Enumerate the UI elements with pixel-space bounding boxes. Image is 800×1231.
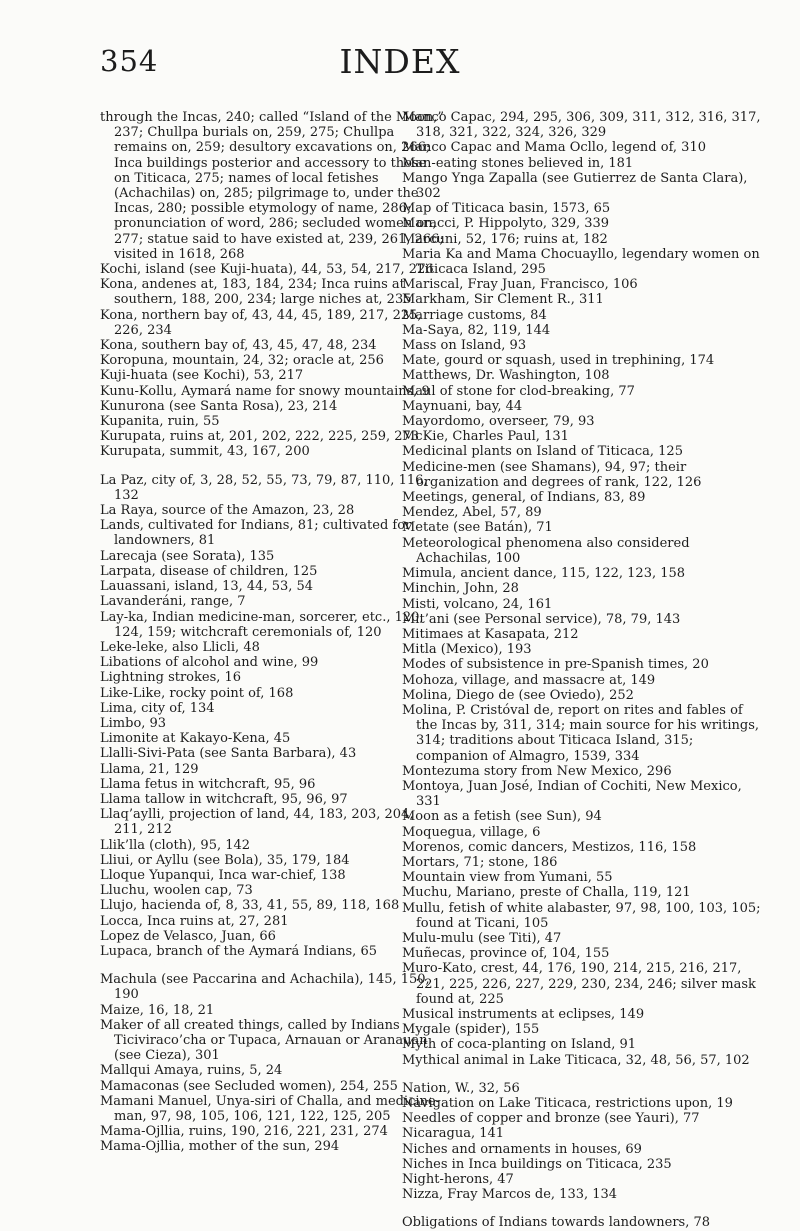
index-entry: Machula (see Paccarina and Achachila), 145, 150, 190 (100, 972, 430, 1003)
index-entry: Montoya, Juan José, Indian of Cochiti, New Mexico, 331 (402, 778, 742, 810)
running-head: INDEX (339, 42, 461, 81)
index-entry: Llama tallow in witchcraft, 95, 96, 97 (100, 791, 348, 807)
index-entry: Minchin, John, 28 (402, 581, 519, 597)
index-entry: Kurupata, summit, 43, 167, 200 (100, 444, 310, 460)
index-entry: Mimula, ancient dance, 115, 122, 123, 158 (402, 566, 686, 582)
index-entry: Mit’ani (see Personal service), 78, 79, 143 (402, 611, 681, 627)
index-entry: Larpata, disease of children, 125 (100, 563, 318, 579)
index-entry: McKie, Charles Paul, 131 (402, 429, 569, 445)
index-entry: Lopez de Velasco, Juan, 66 (100, 928, 276, 944)
index-entry: Moquegua, village, 6 (402, 824, 541, 840)
index-entry: Lauassani, island, 13, 44, 53, 54 (100, 579, 314, 595)
index-entry: Mariscal, Fray Juan, Francisco, 106 (402, 277, 638, 293)
index-entry: La Raya, source of the Amazon, 23, 28 (100, 503, 355, 519)
index-entry: Navigation on Lake Titicaca, restrictions upon, 19 (402, 1096, 733, 1111)
index-entry: Mass on Island, 93 (402, 338, 527, 354)
index-entry: Mountain view from Yumani, 55 (402, 870, 613, 886)
index-entry: Mallqui Amaya, ruins, 5, 24 (100, 1063, 283, 1079)
index-entry: Montezuma story from New Mexico, 296 (402, 763, 672, 779)
index-entry: Mohoza, village, and massacre at, 149 (402, 672, 656, 688)
index-entry: Mythical animal in Lake Titicaca, 32, 48, 56, 57, 102 (402, 1052, 750, 1068)
index-entry: Meetings, general, of Indians, 83, 89 (402, 490, 646, 506)
index-entry: La Paz, city of, 3, 28, 52, 55, 73, 79, 87, 110, 116, 132 (100, 472, 428, 503)
index-entry: Llalli-Sivi-Pata (see Santa Barbara), 43 (100, 746, 357, 762)
index-entry: Locca, Inca ruins at, 27, 281 (100, 913, 289, 929)
index-entry: Kuji-huata (see Kochi), 53, 217 (100, 368, 304, 384)
index-entry: Kona, northern bay of, 43, 44, 45, 189, 217, 225, 226, 234 (100, 307, 422, 338)
index-entry: Kupanita, ruin, 55 (100, 414, 220, 430)
index-entry: Molina, P. Cristóval de, report on rites and fables of the Incas by, 311, 314; main source for his writings, 314; traditions about Titicaca Island, 315; companion of Almagro, 1539, 334 (402, 702, 760, 764)
index-entry: Moon as a fetish (see Sun), 94 (402, 809, 602, 825)
index-entry: Markham, Sir Clement R., 311 (402, 292, 604, 308)
index-entry: Limbo, 93 (100, 715, 167, 731)
index-entry: Maria Ka and Mama Chocuayllo, legendary women on Titicaca Island, 295 (402, 246, 760, 278)
index-entry: Modes of subsistence in pre-Spanish times, 20 (402, 657, 709, 673)
index-entry: Maker of all created things, called by Indians Ticiviraco’cha or Tupaca, Arnauan or Aranauan (see Cieza), 301 (100, 1017, 428, 1064)
index-column-right (402, 110, 762, 1231)
index-entry: Mamani Manuel, Unya-siri of Challa, and medicine-man, 97, 98, 105, 106, 121, 122, 125, 205 (100, 1093, 441, 1124)
index-entry: Like-Like, rocky point of, 168 (100, 685, 294, 701)
index-entry: Kunurona (see Santa Rosa), 23, 214 (100, 398, 338, 414)
index-entry: Mitimaes at Kasapata, 212 (402, 626, 579, 642)
index-entry: Mulu-mulu (see Titi), 47 (402, 930, 562, 946)
index-entry: Limonite at Kakayo-Kena, 45 (100, 731, 291, 747)
index-entry: Maracci, P. Hippolyto, 329, 339 (402, 216, 610, 232)
index-entry: Man-eating stones believed in, 181 (402, 155, 634, 171)
index-entry: Kurupata, ruins at, 201, 202, 222, 225, 259, 273 (100, 429, 420, 445)
index-entry: Manco Capac and Mama Ocllo, legend of, 310 (402, 140, 706, 156)
index-entry: Obligations of Indians towards landowners, 78 (402, 1215, 711, 1231)
index-entry: Lands, cultivated for Indians, 81; cultivated for landowners, 81 (100, 518, 412, 549)
index-entry: Lloque Yupanqui, Inca war-chief, 138 (100, 867, 346, 883)
index-entry: Llama, 21, 129 (100, 761, 199, 777)
index-entry: Nation, W., 32, 56 (402, 1080, 520, 1096)
index-entry: Libations of alcohol and wine, 99 (100, 655, 319, 671)
index-entry: Kona, andenes at, 183, 184, 234; Inca ruins at southern, 188, 200, 234; large niches at, 235 (100, 277, 412, 308)
index-entry: Marriage customs, 84 (402, 307, 547, 323)
index-entry: Myth of coca-planting on Island, 91 (402, 1037, 637, 1053)
index-entry: Kona, southern bay of, 43, 45, 47, 48, 234 (100, 338, 377, 354)
index-entry: Mitla (Mexico), 193 (402, 642, 532, 658)
index-entry: Muñecas, province of, 104, 155 (402, 946, 610, 962)
index-entry: Muchu, Mariano, preste of Challa, 119, 121 (402, 885, 691, 901)
index-entry: Lay-ka, Indian medicine-man, sorcerer, etc., 120, 124, 159; witchcraft ceremonials of, 120 (100, 609, 424, 640)
index-entry: Nicaragua, 141 (402, 1126, 505, 1142)
index-entry: Mayordomo, overseer, 79, 93 (402, 414, 595, 430)
index-entry: Molina, Diego de (see Oviedo), 252 (402, 687, 634, 703)
index-entry: through the Incas, 240; called “Island of the Moon,” 237; Chullpa burials on, 259, 275; Chullpa remains on, 259; desultory excavations on, 266; Inca buildings posterior and accessory to those on Titicaca, 275; names of local fetishes (Achachilas) on, 285; pilgrimage to, under the Incas, 280; possible etymology of name, 286; pronunciation of word, 286; secluded women on, 277; statue said to have existed at, 239, 261, 266; visited in 1618, 268 (100, 110, 445, 262)
index-entry: Metate (see Batán), 71 (402, 520, 553, 536)
index-entry: Musical instruments at eclipses, 149 (402, 1006, 645, 1022)
index-entry: Marcuni, 52, 176; ruins at, 182 (402, 231, 608, 247)
index-entry: Lluchu, woolen cap, 73 (100, 883, 253, 899)
index-entry: Niches and ornaments in houses, 69 (402, 1141, 642, 1157)
index-entry: Misti, volcano, 24, 161 (402, 596, 553, 612)
index-entry: Map of Titicaca basin, 1573, 65 (402, 201, 611, 217)
index-entry: Mullu, fetish of white alabaster, 97, 98, 100, 103, 105; found at Ticani, 105 (402, 900, 761, 931)
index-entry: Kunu-Kollu, Aymará name for snowy mountains, 9 (100, 383, 430, 399)
index-entry: Lupaca, branch of the Aymará Indians, 65 (100, 943, 377, 959)
index-entry: Lliui, or Ayllu (see Bola), 35, 179, 184 (100, 852, 350, 868)
index-entry: Mamaconas (see Secluded women), 254, 255 (100, 1078, 398, 1094)
index-entry: Larecaja (see Sorata), 135 (100, 548, 275, 564)
index-entry: Muro-Kato, crest, 44, 176, 190, 214, 215, 216, 217, 221, 225, 226, 227, 229, 230, 234, 246; silver mask found at, 225 (402, 961, 756, 1007)
index-entry: Nizza, Fray Marcos de, 133, 134 (402, 1187, 618, 1203)
index-entry: Lightning strokes, 16 (100, 670, 242, 686)
index-entry: Matthews, Dr. Washington, 108 (402, 368, 610, 384)
index-entry: Leke-leke, also Llicli, 48 (100, 639, 260, 655)
index-entry: Kochi, island (see Kuji-huata), 44, 53, 54, 217, 226 (100, 262, 434, 278)
index-entry: Morenos, comic dancers, Mestizos, 116, 158 (402, 839, 697, 855)
index-entry: Koropuna, mountain, 24, 32; oracle at, 256 (100, 353, 384, 369)
index-entry: Mate, gourd or squash, used in trephining, 174 (402, 353, 715, 369)
index-entry: Niches in Inca buildings on Titicaca, 235 (402, 1156, 672, 1172)
index-entry: Medicinal plants on Island of Titicaca, 125 (402, 444, 683, 460)
index-entry: Manco Capac, 294, 295, 306, 309, 311, 312, 316, 317, 318, 321, 322, 324, 326, 329 (402, 110, 761, 141)
index-entry: Medicine-men (see Shamans), 94, 97; their organization and degrees of rank, 122, 126 (402, 459, 702, 490)
index-entry: Mendez, Abel, 57, 89 (402, 505, 542, 521)
index-entry: Maize, 16, 18, 21 (100, 1002, 215, 1018)
index-entry: Night-herons, 47 (402, 1172, 514, 1188)
index-entry: Lavanderáni, range, 7 (100, 594, 246, 610)
index-entry: Llujo, hacienda of, 8, 33, 41, 55, 89, 118, 168 (100, 898, 400, 914)
page-number: 354 (100, 44, 159, 78)
page-header (0, 0, 800, 100)
index-entry: Maul of stone for clod-breaking, 77 (402, 383, 635, 399)
index-entry: Ma-Saya, 82, 119, 144 (402, 322, 551, 338)
index-entry: Mama-Ojllia, ruins, 190, 216, 221, 231, 274 (100, 1124, 388, 1140)
index-entry: Maynuani, bay, 44 (402, 398, 523, 414)
index-entry: Lima, city of, 134 (100, 700, 215, 716)
index-entry: Mango Ynga Zapalla (see Gutierrez de Santa Clara), 302 (402, 170, 748, 202)
index-entry: Mygale (spider), 155 (402, 1022, 540, 1038)
index-entry: Llama fetus in witchcraft, 95, 96 (100, 776, 316, 792)
index-entry: Llaq’aylli, projection of land, 44, 183, 203, 204, 211, 212 (100, 807, 414, 838)
index-column-left (100, 110, 445, 1155)
index-entry: Mama-Ojllia, mother of the sun, 294 (100, 1139, 340, 1155)
index-entry: Meteorological phenomena also considered Achachilas, 100 (402, 535, 690, 566)
index-entry: Mortars, 71; stone, 186 (402, 854, 558, 870)
index-entry: Llik’lla (cloth), 95, 142 (100, 837, 251, 853)
index-entry: Needles of copper and bronze (see Yauri), 77 (402, 1111, 700, 1127)
